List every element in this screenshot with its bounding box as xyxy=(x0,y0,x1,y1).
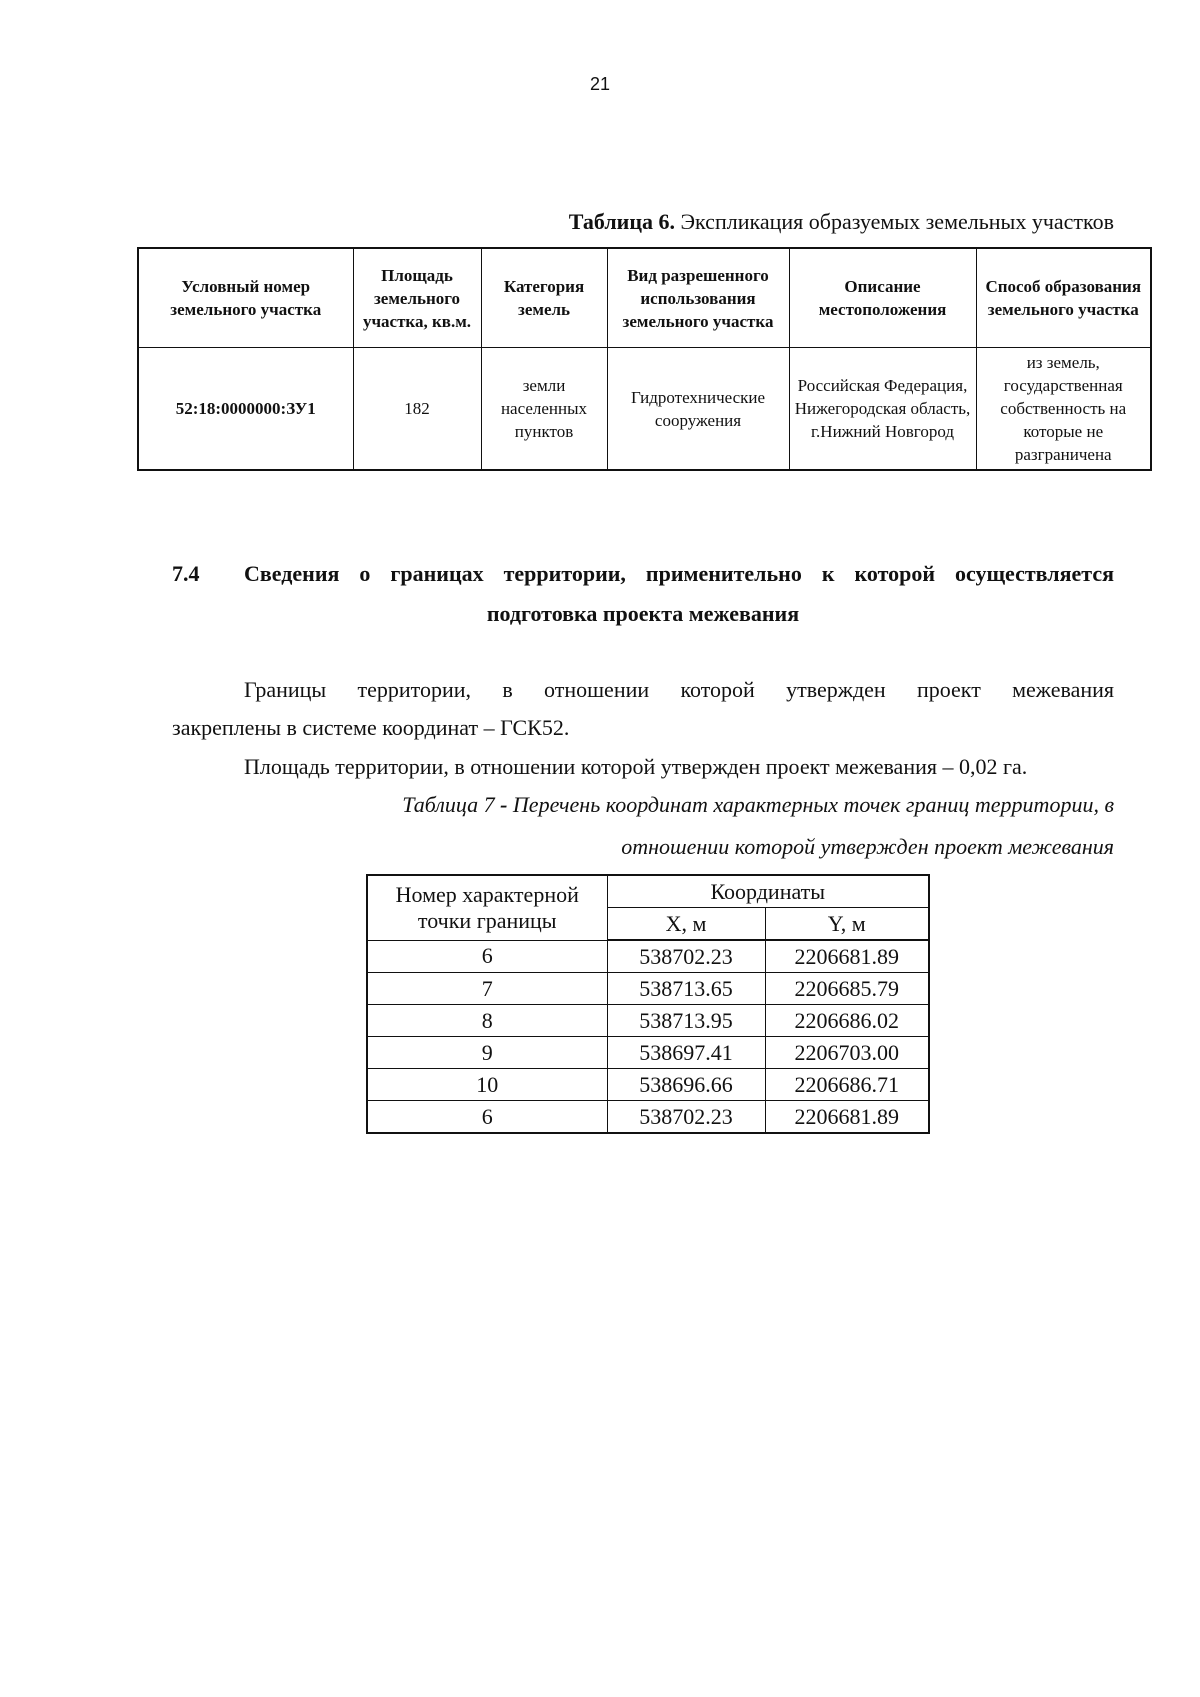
table-row xyxy=(367,940,929,973)
header-plot-number: Условный номер земельного участка xyxy=(138,248,353,348)
coordinates-table xyxy=(366,874,930,1134)
table6-caption-text: Экспликация образуемых земельных участков xyxy=(675,209,1114,234)
table-header-row xyxy=(367,875,929,908)
table7-caption-prefix: Таблица 7 xyxy=(402,792,495,817)
header-area: Площадь земельного участка, кв.м. xyxy=(353,248,481,348)
section-number: 7.4 xyxy=(172,561,200,586)
cell-x: 538702.23 xyxy=(607,1101,765,1134)
cell-point: 10 xyxy=(367,1069,607,1101)
header-x: X, м xyxy=(607,908,765,941)
cell-point: 7 xyxy=(367,973,607,1005)
paragraph-boundaries xyxy=(172,671,1114,747)
section-title-line1: Сведения о границах территории, применительно к которой осуществляется xyxy=(244,561,1114,586)
table7-caption xyxy=(172,784,1114,868)
cell-formation-method: из земель, государственная собственность на которые не разграничена xyxy=(976,348,1151,471)
table7-caption-dash: - xyxy=(494,792,513,817)
header-land-category: Категория земель xyxy=(481,248,607,348)
header-location: Описание местоположения xyxy=(789,248,976,348)
section-title-line2: подготовка проекта межевания xyxy=(486,601,800,626)
cell-y: 2206686.02 xyxy=(765,1005,929,1037)
table-row xyxy=(367,973,929,1005)
header-coordinates: Координаты xyxy=(607,875,929,908)
cell-location: Российская Федерация, Нижегородская область, г.Нижний Новгород xyxy=(789,348,976,471)
cell-x: 538696.66 xyxy=(607,1069,765,1101)
cell-point: 6 xyxy=(367,1101,607,1134)
table-row xyxy=(367,1005,929,1037)
table-row xyxy=(138,348,1151,471)
table6-caption-label: Таблица 6. xyxy=(568,209,676,234)
paragraph-area: Площадь территории, в отношении которой утвержден проект межевания – 0,02 га. xyxy=(244,754,1028,779)
cell-y: 2206681.89 xyxy=(765,1101,929,1134)
cell-point: 9 xyxy=(367,1037,607,1069)
header-permitted-use: Вид разрешенного использования земельного участка xyxy=(607,248,789,348)
table7-caption-line2: отношении которой утвержден проект межевания xyxy=(621,834,1114,859)
paragraph-boundaries-line1: Границы территории, в отношении которой утвержден проект межевания xyxy=(244,677,1114,702)
cell-point: 8 xyxy=(367,1005,607,1037)
header-point-number: Номер характерной точки границы xyxy=(367,875,607,940)
cell-x: 538697.41 xyxy=(607,1037,765,1069)
table-header-row xyxy=(138,248,1151,348)
cell-x: 538713.65 xyxy=(607,973,765,1005)
cell-y: 2206703.00 xyxy=(765,1037,929,1069)
cell-point: 6 xyxy=(367,940,607,973)
header-y: Y, м xyxy=(765,908,929,941)
table7-caption-line1 xyxy=(172,784,1114,826)
cell-land-category: земли населенных пунктов xyxy=(481,348,607,471)
cell-y: 2206685.79 xyxy=(765,973,929,1005)
land-plots-table xyxy=(137,247,1152,471)
cell-y: 2206681.89 xyxy=(765,940,929,973)
cell-x: 538702.23 xyxy=(607,940,765,973)
table-row xyxy=(367,1101,929,1134)
cell-plot-number: 52:18:0000000:ЗУ1 xyxy=(138,348,353,471)
table-row xyxy=(367,1037,929,1069)
cell-permitted-use: Гидротехнические сооружения xyxy=(607,348,789,471)
paragraph-boundaries-line2: закреплены в системе координат – ГСК52. xyxy=(172,715,570,740)
table-row xyxy=(367,1069,929,1101)
page-number: 21 xyxy=(589,74,611,94)
cell-x: 538713.95 xyxy=(607,1005,765,1037)
cell-y: 2206686.71 xyxy=(765,1069,929,1101)
table7-caption-rest: Перечень координат характерных точек границ территории, в xyxy=(512,792,1114,817)
table6-caption xyxy=(569,209,1114,235)
cell-area: 182 xyxy=(353,348,481,471)
header-formation-method: Способ образования земельного участка xyxy=(976,248,1151,348)
